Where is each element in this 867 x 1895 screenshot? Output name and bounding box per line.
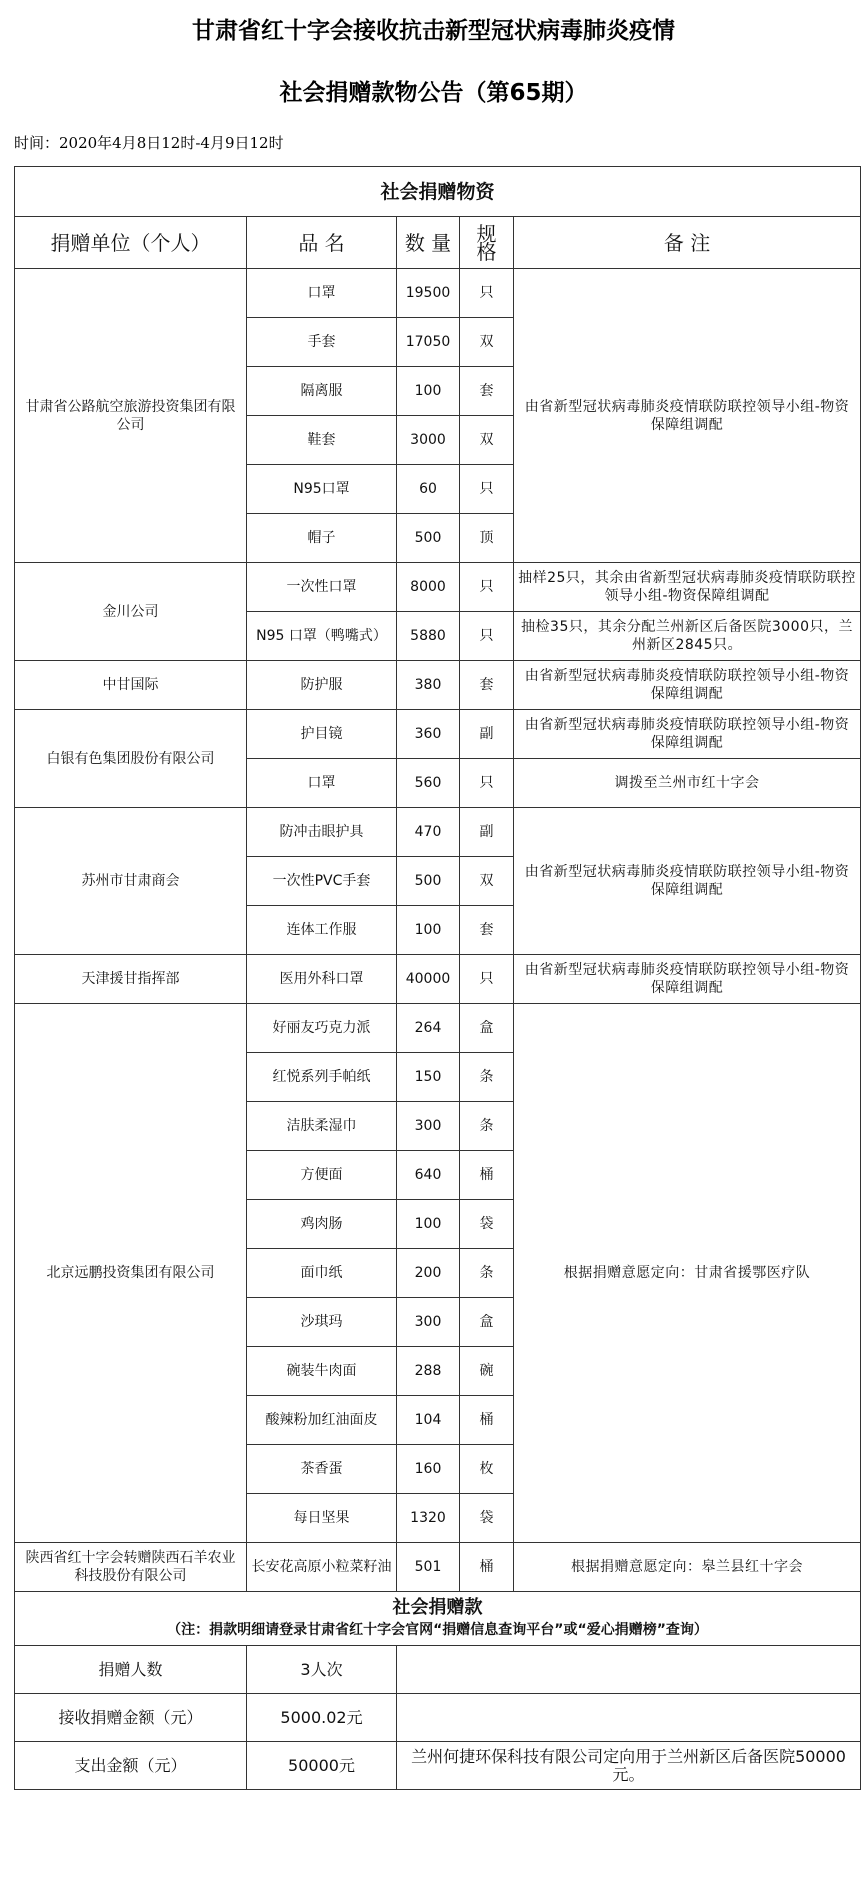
- item-name-cell: 面巾纸: [247, 1249, 397, 1298]
- item-name-cell: 鸡肉肠: [247, 1200, 397, 1249]
- item-name-cell: 红悦系列手帕纸: [247, 1053, 397, 1102]
- unit-cell: 只: [460, 955, 514, 1004]
- donor-cell: 白银有色集团股份有限公司: [15, 710, 247, 808]
- unit-cell: 只: [460, 612, 514, 661]
- donor-cell: 苏州市甘肃商会: [15, 808, 247, 955]
- donor-cell: 甘肃省公路航空旅游投资集团有限公司: [15, 269, 247, 563]
- unit-cell: 套: [460, 661, 514, 710]
- item-name-cell: 碗装牛肉面: [247, 1347, 397, 1396]
- time-range: 时间：2020年4月8日12时-4月9日12时: [14, 134, 284, 152]
- funds-section-row: [15, 1592, 861, 1646]
- remark-cell: 根据捐赠意愿定向：甘肃省援鄂医疗队: [514, 1004, 861, 1543]
- quantity-cell: 640: [397, 1151, 460, 1200]
- item-name-cell: 沙琪玛: [247, 1298, 397, 1347]
- unit-cell: 袋: [460, 1494, 514, 1543]
- unit-cell: 桶: [460, 1151, 514, 1200]
- unit-cell: 副: [460, 710, 514, 759]
- quantity-cell: 300: [397, 1298, 460, 1347]
- table-row: [15, 955, 861, 1004]
- donor-cell: 中甘国际: [15, 661, 247, 710]
- item-name-cell: 口罩: [247, 269, 397, 318]
- remark-cell: 根据捐赠意愿定向：皋兰县红十字会: [514, 1543, 861, 1592]
- funds-label-cell: 支出金额（元）: [15, 1742, 247, 1790]
- unit-cell: 条: [460, 1053, 514, 1102]
- funds-note-cell: [397, 1694, 861, 1742]
- quantity-cell: 288: [397, 1347, 460, 1396]
- funds-label-cell: 接收捐赠金额（元）: [15, 1694, 247, 1742]
- item-name-cell: 一次性PVC手套: [247, 857, 397, 906]
- funds-row: [15, 1694, 861, 1742]
- quantity-cell: 60: [397, 465, 460, 514]
- quantity-cell: 19500: [397, 269, 460, 318]
- item-name-cell: 长安花高原小粒菜籽油: [247, 1543, 397, 1592]
- remark-cell: 抽样25只，其余由省新型冠状病毒肺炎疫情联防联控领导小组-物资保障组调配: [514, 563, 861, 612]
- quantity-cell: 560: [397, 759, 460, 808]
- remark-cell: 由省新型冠状病毒肺炎疫情联防联控领导小组-物资保障组调配: [514, 269, 861, 563]
- quantity-cell: 300: [397, 1102, 460, 1151]
- quantity-cell: 100: [397, 1200, 460, 1249]
- quantity-cell: 8000: [397, 563, 460, 612]
- donation-table: [14, 166, 861, 1790]
- quantity-cell: 104: [397, 1396, 460, 1445]
- table-row: [15, 661, 861, 710]
- donor-cell: 金川公司: [15, 563, 247, 661]
- funds-value-cell: 5000.02元: [247, 1694, 397, 1742]
- unit-cell: 双: [460, 318, 514, 367]
- notice-subtitle: 社会捐赠款物公告（第65期）: [279, 80, 588, 106]
- header-donor: 捐赠单位（个人）: [15, 217, 247, 269]
- header-qty: 数 量: [397, 217, 460, 269]
- funds-row: [15, 1646, 861, 1694]
- quantity-cell: 501: [397, 1543, 460, 1592]
- remark-cell: 由省新型冠状病毒肺炎疫情联防联控领导小组-物资保障组调配: [514, 955, 861, 1004]
- item-name-cell: 每日坚果: [247, 1494, 397, 1543]
- donor-cell: 北京远鹏投资集团有限公司: [15, 1004, 247, 1543]
- item-name-cell: 防护服: [247, 661, 397, 710]
- item-name-cell: 一次性口罩: [247, 563, 397, 612]
- item-name-cell: 防冲击眼护具: [247, 808, 397, 857]
- quantity-cell: 500: [397, 857, 460, 906]
- item-name-cell: 口罩: [247, 759, 397, 808]
- quantity-cell: 160: [397, 1445, 460, 1494]
- quantity-cell: 1320: [397, 1494, 460, 1543]
- funds-note-cell: [397, 1646, 861, 1694]
- quantity-cell: 150: [397, 1053, 460, 1102]
- unit-cell: 只: [460, 563, 514, 612]
- quantity-cell: 17050: [397, 318, 460, 367]
- table-row: [15, 1004, 861, 1053]
- funds-note-cell: 兰州何捷环保科技有限公司定向用于兰州新区后备医院50000元。: [397, 1742, 861, 1790]
- unit-cell: 桶: [460, 1543, 514, 1592]
- remark-cell: 由省新型冠状病毒肺炎疫情联防联控领导小组-物资保障组调配: [514, 710, 861, 759]
- table-row: [15, 808, 861, 857]
- item-name-cell: 酸辣粉加红油面皮: [247, 1396, 397, 1445]
- donor-cell: 天津援甘指挥部: [15, 955, 247, 1004]
- item-name-cell: 医用外科口罩: [247, 955, 397, 1004]
- materials-section-row: [15, 167, 861, 217]
- quantity-cell: 200: [397, 1249, 460, 1298]
- funds-section-note: （注：捐款明细请登录甘肃省红十字会官网“捐赠信息查询平台”或“爱心捐赠榜”查询）: [167, 1621, 708, 1638]
- quantity-cell: 470: [397, 808, 460, 857]
- unit-cell: 条: [460, 1249, 514, 1298]
- item-name-cell: 连体工作服: [247, 906, 397, 955]
- header-spec: 规 格: [460, 217, 514, 269]
- unit-cell: 盒: [460, 1004, 514, 1053]
- funds-value-cell: 3人次: [247, 1646, 397, 1694]
- funds-value-cell: 50000元: [247, 1742, 397, 1790]
- table-row: [15, 710, 861, 759]
- quantity-cell: 5880: [397, 612, 460, 661]
- item-name-cell: 手套: [247, 318, 397, 367]
- remark-cell: 由省新型冠状病毒肺炎疫情联防联控领导小组-物资保障组调配: [514, 661, 861, 710]
- unit-cell: 枚: [460, 1445, 514, 1494]
- item-name-cell: N95 口罩（鸭嘴式）: [247, 612, 397, 661]
- table-row: [15, 563, 861, 612]
- unit-cell: 只: [460, 465, 514, 514]
- unit-cell: 套: [460, 367, 514, 416]
- unit-cell: 桶: [460, 1396, 514, 1445]
- table-header-row: [15, 217, 861, 269]
- funds-section-header: [15, 1592, 861, 1646]
- unit-cell: 套: [460, 906, 514, 955]
- unit-cell: 双: [460, 857, 514, 906]
- unit-cell: 顶: [460, 514, 514, 563]
- item-name-cell: 鞋套: [247, 416, 397, 465]
- item-name-cell: 好丽友巧克力派: [247, 1004, 397, 1053]
- remark-cell: 抽检35只，其余分配兰州新区后备医院3000只，兰州新区2845只。: [514, 612, 861, 661]
- quantity-cell: 264: [397, 1004, 460, 1053]
- funds-section-title: 社会捐赠款: [392, 1596, 483, 1618]
- remark-cell: 由省新型冠状病毒肺炎疫情联防联控领导小组-物资保障组调配: [514, 808, 861, 955]
- quantity-cell: 100: [397, 906, 460, 955]
- item-name-cell: 方便面: [247, 1151, 397, 1200]
- item-name-cell: 隔离服: [247, 367, 397, 416]
- item-name-cell: N95口罩: [247, 465, 397, 514]
- quantity-cell: 3000: [397, 416, 460, 465]
- item-name-cell: 帽子: [247, 514, 397, 563]
- item-name-cell: 护目镜: [247, 710, 397, 759]
- table-row: [15, 269, 861, 318]
- unit-cell: 碗: [460, 1347, 514, 1396]
- unit-cell: 双: [460, 416, 514, 465]
- funds-row: [15, 1742, 861, 1790]
- quantity-cell: 500: [397, 514, 460, 563]
- materials-section-title: 社会捐赠物资: [15, 167, 861, 217]
- quantity-cell: 100: [397, 367, 460, 416]
- header-note: 备 注: [514, 217, 861, 269]
- unit-cell: 只: [460, 759, 514, 808]
- remark-cell: 调拨至兰州市红十字会: [514, 759, 861, 808]
- donor-cell: 陕西省红十字会转赠陕西石羊农业科技股份有限公司: [15, 1543, 247, 1592]
- unit-cell: 只: [460, 269, 514, 318]
- item-name-cell: 茶香蛋: [247, 1445, 397, 1494]
- funds-label-cell: 捐赠人数: [15, 1646, 247, 1694]
- notice-title: 甘肃省红十字会接收抗击新型冠状病毒肺炎疫情: [192, 18, 675, 44]
- unit-cell: 盒: [460, 1298, 514, 1347]
- header-item: 品 名: [247, 217, 397, 269]
- quantity-cell: 380: [397, 661, 460, 710]
- quantity-cell: 40000: [397, 955, 460, 1004]
- donation-table-body: [15, 167, 861, 1790]
- quantity-cell: 360: [397, 710, 460, 759]
- unit-cell: 条: [460, 1102, 514, 1151]
- unit-cell: 袋: [460, 1200, 514, 1249]
- unit-cell: 副: [460, 808, 514, 857]
- table-row: [15, 1543, 861, 1592]
- item-name-cell: 洁肤柔湿巾: [247, 1102, 397, 1151]
